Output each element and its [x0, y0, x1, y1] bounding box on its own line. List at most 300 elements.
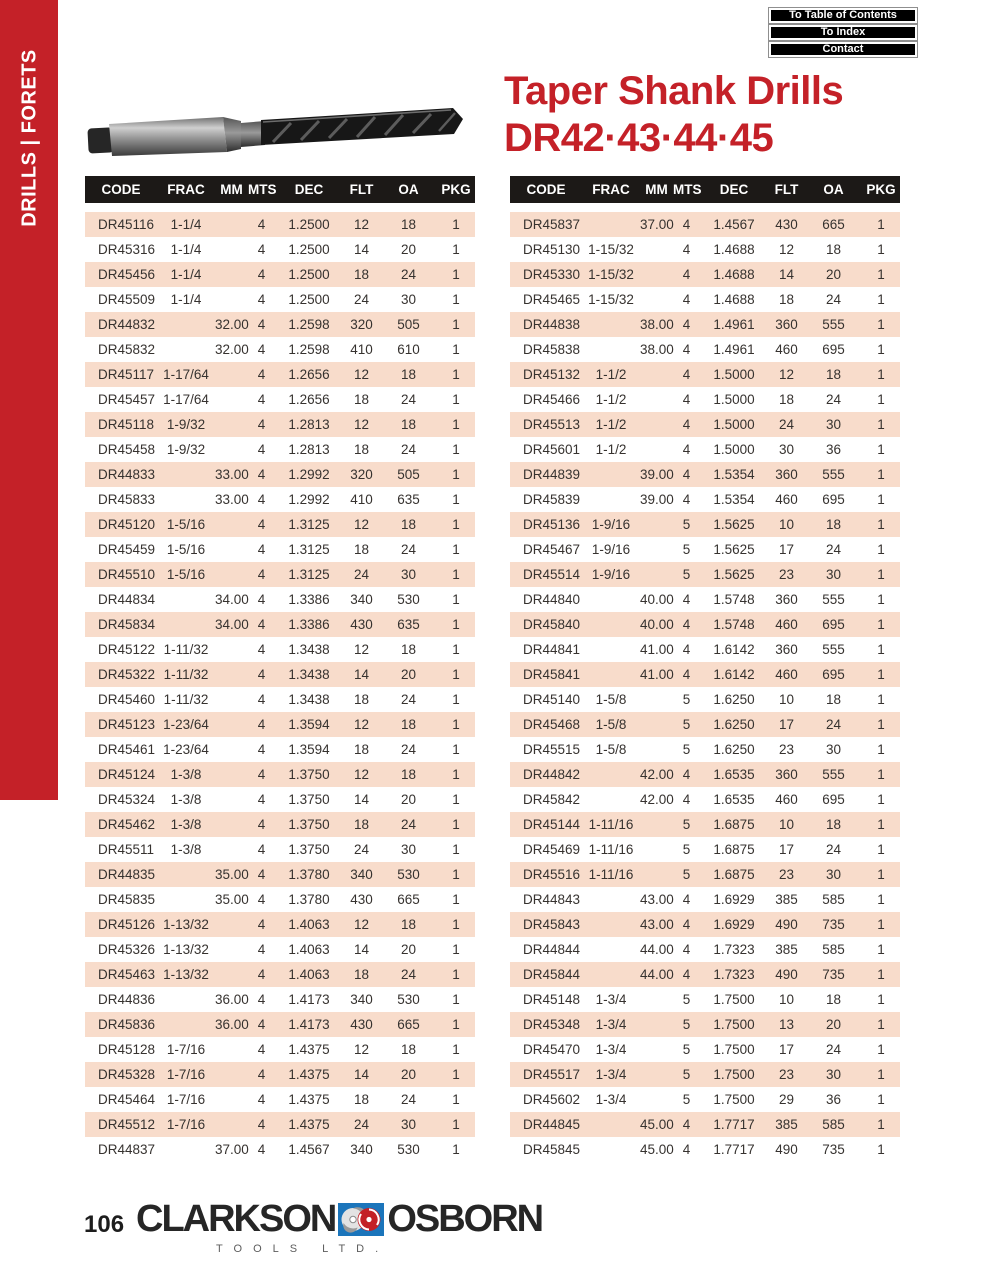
table-cell: 1 — [877, 742, 885, 757]
table-cell: 33.00 — [215, 492, 249, 507]
table-cell: 1.4173 — [288, 992, 330, 1007]
table-cell: 1-7/16 — [166, 1117, 206, 1132]
table-cell: 1 — [877, 967, 885, 982]
table-cell: DR45118 — [98, 417, 155, 432]
table-cell: 1.3594 — [288, 717, 330, 732]
table-cell: 1-11/32 — [163, 667, 209, 682]
table-cell: 30 — [825, 567, 842, 582]
table-cell: 41.00 — [640, 642, 674, 657]
table-cell: 4 — [257, 742, 266, 757]
contact-button[interactable]: Contact — [769, 42, 917, 57]
table-row — [510, 812, 900, 837]
table-cell: 1.5000 — [713, 392, 755, 407]
table-cell: 1 — [877, 1017, 885, 1032]
table-cell: DR45123 — [98, 717, 156, 732]
table-cell: 29 — [778, 1092, 795, 1107]
table-row — [510, 1087, 900, 1112]
column-header-mts: MTS — [673, 182, 702, 197]
table-cell: 1-13/32 — [163, 967, 209, 982]
table-cell: 1-11/32 — [163, 642, 209, 657]
table-cell: 735 — [822, 1142, 845, 1157]
table-cell: 45.00 — [640, 1142, 674, 1157]
table-cell: 1-9/32 — [166, 417, 206, 432]
table-cell: 410 — [350, 342, 373, 357]
table-cell: 20 — [825, 1017, 842, 1032]
table-cell: DR45836 — [98, 1017, 156, 1032]
table-cell: 1.4567 — [713, 217, 755, 232]
table-cell: 610 — [397, 342, 420, 357]
table-cell: DR44843 — [523, 892, 581, 907]
table-cell: 42.00 — [640, 767, 674, 782]
table-cell: 695 — [822, 342, 845, 357]
table-cell: 4 — [682, 267, 691, 282]
table-cell: 1 — [877, 842, 885, 857]
table-row — [85, 537, 475, 562]
table-cell: 10 — [778, 817, 795, 832]
table-row — [510, 262, 900, 287]
table-cell: 1-1/4 — [170, 242, 202, 257]
table-cell: 32.00 — [215, 342, 249, 357]
table-cell: 4 — [257, 917, 266, 932]
table-row — [510, 337, 900, 362]
table-cell: 44.00 — [640, 967, 674, 982]
table-cell: 320 — [350, 317, 373, 332]
table-cell: 1-3/4 — [595, 1092, 627, 1107]
table-cell: DR45120 — [98, 517, 156, 532]
table-cell: 24 — [400, 392, 417, 407]
table-cell: 1.6535 — [713, 792, 755, 807]
table-cell: 360 — [775, 467, 798, 482]
table-row — [510, 787, 900, 812]
table-cell: 1-15/32 — [588, 242, 634, 257]
table-row — [85, 387, 475, 412]
table-cell: 1-3/8 — [170, 792, 202, 807]
table-cell: 5 — [682, 867, 691, 882]
table-cell: DR45460 — [98, 692, 156, 707]
table-cell: 32.00 — [215, 317, 249, 332]
table-cell: DR45456 — [98, 267, 156, 282]
table-cell: DR44834 — [98, 592, 156, 607]
table-cell: 1.5354 — [713, 492, 755, 507]
table-cell: DR45465 — [523, 292, 581, 307]
table-row — [85, 737, 475, 762]
table-cell: DR45457 — [98, 392, 156, 407]
table-row — [510, 862, 900, 887]
table-cell: 36.00 — [215, 1017, 249, 1032]
table-cell: 1.6535 — [713, 767, 755, 782]
table-cell: 4 — [257, 817, 266, 832]
table-cell: 17 — [778, 542, 795, 557]
table-cell: 340 — [350, 592, 373, 607]
table-cell: 1-5/16 — [166, 517, 206, 532]
table-row — [85, 637, 475, 662]
column-header-code: CODE — [526, 182, 566, 197]
table-cell: 34.00 — [215, 592, 249, 607]
table-cell: 4 — [682, 392, 691, 407]
table-cell: 430 — [350, 892, 373, 907]
table-cell: 1.4567 — [288, 1142, 330, 1157]
table-cell: 1.3386 — [288, 617, 330, 632]
table-cell: 1 — [877, 1117, 885, 1132]
table-cell: 1.5000 — [713, 417, 755, 432]
table-cell: 1 — [452, 517, 460, 532]
table-cell: 12 — [353, 917, 370, 932]
table-cell: 12 — [353, 217, 370, 232]
table-cell: 505 — [397, 467, 420, 482]
table-cell: 37.00 — [215, 1142, 249, 1157]
table-cell: 14 — [353, 792, 370, 807]
table-cell: DR45512 — [98, 1117, 156, 1132]
table-cell: 430 — [775, 217, 798, 232]
table-cell: DR45835 — [98, 892, 156, 907]
table-cell: 4 — [257, 442, 266, 457]
table-cell: 1 — [452, 867, 460, 882]
table-cell: 340 — [350, 867, 373, 882]
table-cell: 490 — [775, 1142, 798, 1157]
table-row — [510, 912, 900, 937]
table-cell: 1 — [877, 267, 885, 282]
table-cell: 23 — [778, 1067, 795, 1082]
table-cell: 4 — [257, 867, 266, 882]
table-cell: 24 — [825, 842, 842, 857]
table-cell: 4 — [682, 492, 691, 507]
table-cell: 1 — [877, 942, 885, 957]
table-row — [85, 1037, 475, 1062]
table-cell: 5 — [682, 1017, 691, 1032]
table-cell: 20 — [400, 242, 417, 257]
table-cell: 5 — [682, 1067, 691, 1082]
table-cell: DR45117 — [98, 367, 155, 382]
table-cell: DR45348 — [523, 1017, 581, 1032]
table-cell: 17 — [778, 842, 795, 857]
table-cell: 14 — [353, 942, 370, 957]
table-cell: 1.6250 — [713, 692, 755, 707]
table-cell: 1-9/32 — [166, 442, 206, 457]
table-cell: DR45601 — [523, 442, 581, 457]
table-cell: 1.5625 — [713, 567, 755, 582]
table-cell: 360 — [775, 592, 798, 607]
table-cell: 1 — [877, 867, 885, 882]
table-cell: 24 — [353, 292, 370, 307]
table-cell: DR45324 — [98, 792, 156, 807]
table-row — [85, 762, 475, 787]
table-cell: 24 — [400, 267, 417, 282]
table-cell: 18 — [400, 917, 417, 932]
table-cell: 360 — [775, 642, 798, 657]
table-cell: 1 — [877, 892, 885, 907]
table-cell: DR45463 — [98, 967, 156, 982]
table-cell: 24 — [825, 542, 842, 557]
table-cell: 41.00 — [640, 667, 674, 682]
table-row — [85, 812, 475, 837]
table-row — [85, 562, 475, 587]
table-cell: 5 — [682, 1042, 691, 1057]
table-cell: DR45844 — [523, 967, 581, 982]
table-cell: 20 — [400, 1067, 417, 1082]
column-header-flt: FLT — [349, 182, 374, 197]
table-cell: 1-11/16 — [588, 867, 634, 882]
table-cell: 1-7/16 — [166, 1092, 206, 1107]
table-cell: 1.4173 — [288, 1017, 330, 1032]
table-row — [85, 362, 475, 387]
table-row — [510, 587, 900, 612]
table-row — [85, 312, 475, 337]
table-cell: 1 — [452, 617, 460, 632]
table-cell: 24 — [400, 692, 417, 707]
table-cell: 4 — [682, 667, 691, 682]
table-cell: 1 — [452, 942, 460, 957]
table-cell: 24 — [353, 842, 370, 857]
table-cell: DR45517 — [523, 1067, 581, 1082]
table-cell: DR45148 — [523, 992, 581, 1007]
table-row — [85, 337, 475, 362]
table-cell: 735 — [822, 917, 845, 932]
table-cell: 24 — [825, 717, 842, 732]
table-cell: 530 — [397, 867, 420, 882]
table-cell: 1 — [452, 342, 460, 357]
table-cell: 40.00 — [640, 617, 674, 632]
table-cell: 23 — [778, 567, 795, 582]
table-cell: 30 — [400, 292, 417, 307]
table-cell: 1.2500 — [288, 292, 330, 307]
table-cell: DR45509 — [98, 292, 156, 307]
table-cell: 1 — [877, 767, 885, 782]
table-cell: 1.7323 — [713, 967, 755, 982]
table-row — [85, 1137, 475, 1162]
table-cell: 12 — [353, 1042, 370, 1057]
table-cell: 4 — [257, 217, 266, 232]
table-row — [85, 712, 475, 737]
table-cell: 1.3750 — [288, 817, 330, 832]
table-row — [85, 912, 475, 937]
table-cell: 695 — [822, 792, 845, 807]
table-row — [85, 787, 475, 812]
table-cell: 17 — [778, 717, 795, 732]
table-cell: 1 — [452, 317, 460, 332]
table-cell: 4 — [682, 292, 691, 307]
table-cell: 18 — [778, 392, 795, 407]
table-cell: DR45322 — [98, 667, 156, 682]
table-row — [510, 1137, 900, 1162]
table-cell: DR44835 — [98, 867, 156, 882]
table-cell: 1 — [452, 917, 460, 932]
table-cell: 4 — [257, 967, 266, 982]
table-cell: DR45842 — [523, 792, 581, 807]
table-cell: 20 — [400, 667, 417, 682]
table-cell: 12 — [353, 417, 370, 432]
table-cell: 4 — [257, 242, 266, 257]
table-cell: 1.2992 — [288, 492, 330, 507]
table-cell: 1 — [452, 792, 460, 807]
table-cell: 1 — [877, 217, 885, 232]
table-cell: 1.2813 — [288, 417, 330, 432]
table-row — [510, 562, 900, 587]
table-cell: 18 — [353, 392, 370, 407]
section-tab-label: DRILLS | FORETS — [18, 49, 41, 227]
table-cell: DR45328 — [98, 1067, 156, 1082]
table-cell: 665 — [397, 1017, 420, 1032]
table-cell: 1-5/8 — [595, 717, 627, 732]
table-cell: 1 — [877, 417, 885, 432]
column-header-pkg: PKG — [866, 182, 896, 197]
table-cell: 430 — [350, 1017, 373, 1032]
table-cell: DR45513 — [523, 417, 581, 432]
table-cell: DR45144 — [523, 817, 581, 832]
table-cell: 4 — [682, 592, 691, 607]
page-number: 106 — [84, 1211, 125, 1238]
table-row — [510, 462, 900, 487]
table-cell: 530 — [397, 1142, 420, 1157]
table-cell: 1-15/32 — [588, 292, 634, 307]
table-cell: 1-1/2 — [595, 367, 627, 382]
table-cell: DR44836 — [98, 992, 156, 1007]
table-cell: 1.3438 — [288, 642, 330, 657]
table-cell: DR45330 — [523, 267, 581, 282]
table-cell: 24 — [400, 542, 417, 557]
table-cell: 1 — [877, 517, 885, 532]
table-cell: 4 — [257, 1142, 266, 1157]
table-cell: 4 — [682, 317, 691, 332]
table-cell: 1 — [877, 542, 885, 557]
table-cell: 460 — [775, 667, 798, 682]
table-cell: 12 — [353, 767, 370, 782]
table-cell: 1 — [452, 467, 460, 482]
table-cell: 1.5748 — [713, 592, 755, 607]
table-cell: 1 — [452, 692, 460, 707]
table-cell: 695 — [822, 617, 845, 632]
table-cell: 585 — [822, 892, 845, 907]
table-cell: 4 — [257, 592, 266, 607]
table-cell: 1.3780 — [288, 892, 330, 907]
table-cell: 14 — [353, 667, 370, 682]
table-cell: 1 — [877, 567, 885, 582]
table-cell: 665 — [397, 892, 420, 907]
table-cell: 1 — [877, 792, 885, 807]
brand-word-clarkson: CLARKSON — [136, 1197, 336, 1240]
nav-buttons — [769, 8, 917, 59]
table-cell: 1.6250 — [713, 717, 755, 732]
table-row — [85, 1087, 475, 1112]
table-cell: 10 — [778, 992, 795, 1007]
to-index-button[interactable]: To Index — [769, 25, 917, 40]
table-cell: 1 — [877, 1142, 885, 1157]
table-cell: 1 — [452, 292, 460, 307]
table-cell: 12 — [353, 517, 370, 532]
table-cell: 1.2598 — [288, 317, 330, 332]
table-cell: 1 — [877, 1042, 885, 1057]
table-cell: 1 — [877, 467, 885, 482]
table-cell: 5 — [682, 1092, 691, 1107]
table-cell: 30 — [400, 1117, 417, 1132]
table-cell: DR45470 — [523, 1042, 581, 1057]
table-cell: 20 — [400, 942, 417, 957]
table-cell: 18 — [353, 817, 370, 832]
table-cell: 5 — [682, 542, 691, 557]
table-row — [510, 362, 900, 387]
table-cell: 1.4375 — [288, 1117, 330, 1132]
table-row — [85, 237, 475, 262]
drill-table-left — [85, 176, 475, 1162]
table-cell: 1.7500 — [713, 1042, 755, 1057]
table-cell: 1 — [877, 717, 885, 732]
table-cell: DR45602 — [523, 1092, 581, 1107]
table-row — [510, 537, 900, 562]
table-cell: 36.00 — [215, 992, 249, 1007]
table-cell: 1 — [452, 892, 460, 907]
table-cell: 4 — [257, 492, 266, 507]
table-cell: 360 — [775, 317, 798, 332]
table-cell: 340 — [350, 1142, 373, 1157]
table-row — [85, 687, 475, 712]
table-row — [510, 712, 900, 737]
table-cell: 1-13/32 — [163, 942, 209, 957]
table-cell: 1.4063 — [288, 917, 330, 932]
table-cell: DR45515 — [523, 742, 581, 757]
table-cell: 490 — [775, 917, 798, 932]
table-cell: 1-3/8 — [170, 767, 202, 782]
table-cell: 30 — [778, 442, 795, 457]
page-title-line2: DR42·43·44·45 — [504, 116, 774, 160]
table-cell: 44.00 — [640, 942, 674, 957]
table-cell: 1 — [452, 992, 460, 1007]
to-table-of-contents-button[interactable]: To Table of Contents — [769, 8, 917, 23]
table-cell: 4 — [257, 767, 266, 782]
table-cell: 1-1/4 — [170, 217, 202, 232]
table-cell: DR45468 — [523, 717, 581, 732]
table-cell: 4 — [682, 617, 691, 632]
table-cell: 1 — [877, 442, 885, 457]
table-cell: 4 — [682, 242, 691, 257]
table-row — [85, 1062, 475, 1087]
table-cell: 18 — [353, 267, 370, 282]
table-row — [510, 962, 900, 987]
table-row — [85, 662, 475, 687]
brand-word-osborn: OSBORN — [387, 1197, 543, 1240]
table-cell: 4 — [682, 417, 691, 432]
table-cell: 1 — [877, 492, 885, 507]
table-cell: 4 — [257, 467, 266, 482]
table-cell: 1.4688 — [713, 267, 755, 282]
table-cell: 30 — [400, 842, 417, 857]
table-cell: 1-17/64 — [163, 392, 209, 407]
table-row — [510, 287, 900, 312]
table-cell: 4 — [257, 417, 266, 432]
table-cell: DR44839 — [523, 467, 581, 482]
table-cell: 5 — [682, 817, 691, 832]
table-cell: DR45316 — [98, 242, 156, 257]
table-cell: 1.2500 — [288, 267, 330, 282]
table-cell: 1-3/8 — [170, 817, 202, 832]
table-cell: 1 — [452, 417, 460, 432]
table-cell: DR45841 — [523, 667, 581, 682]
table-cell: 17 — [778, 1042, 795, 1057]
table-cell: 14 — [778, 267, 795, 282]
table-cell: 1.7717 — [713, 1117, 755, 1132]
table-cell: 18 — [400, 517, 417, 532]
table-row — [510, 837, 900, 862]
table-cell: 1-15/32 — [588, 267, 634, 282]
table-cell: 35.00 — [215, 867, 249, 882]
table-cell: 24 — [778, 417, 795, 432]
table-cell: 1.3750 — [288, 842, 330, 857]
table-cell: 24 — [825, 392, 842, 407]
table-cell: 4 — [682, 642, 691, 657]
table-cell: 1.2813 — [288, 442, 330, 457]
table-cell: 1-3/4 — [595, 1067, 627, 1082]
table-cell: 1.4375 — [288, 1067, 330, 1082]
table-cell: 18 — [353, 1092, 370, 1107]
table-cell: 10 — [778, 517, 795, 532]
